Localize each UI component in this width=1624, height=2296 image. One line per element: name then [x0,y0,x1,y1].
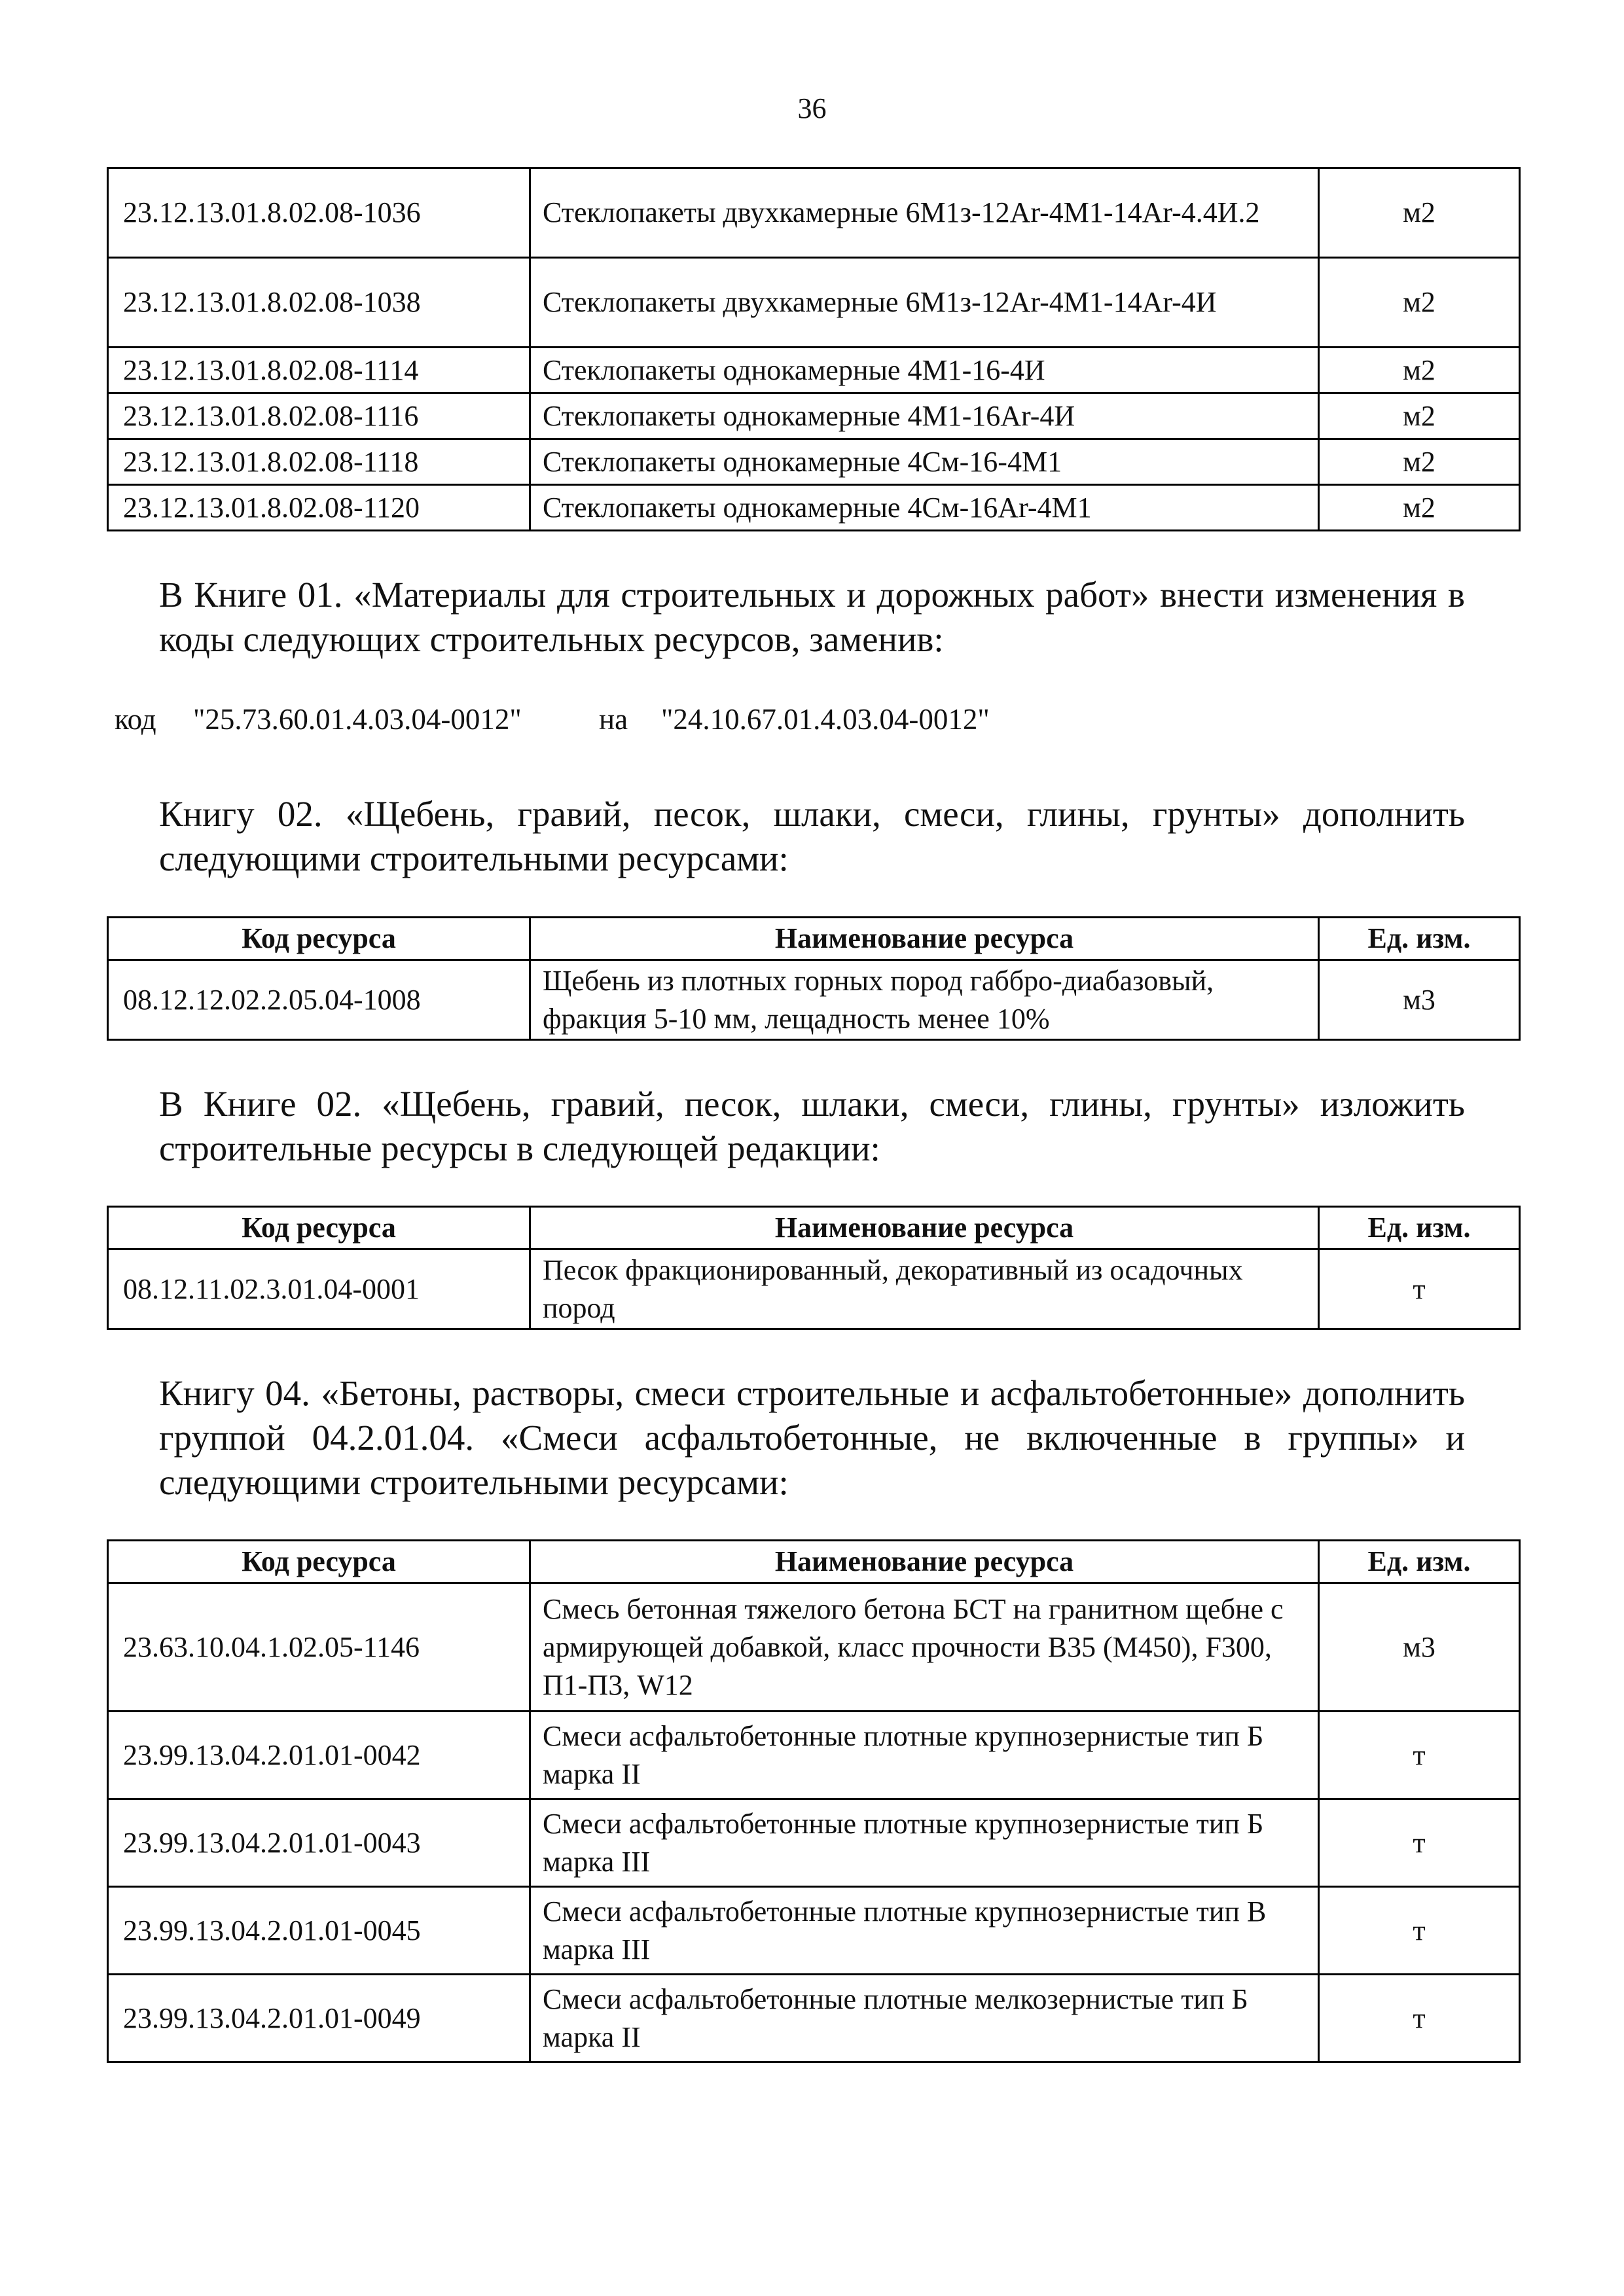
resource-code: 23.12.13.01.8.02.08-1036 [108,168,530,258]
resource-name: Смеси асфальтобетонные плотные крупнозернистые тип Б марка III [530,1799,1319,1887]
resource-table-sand [107,1206,1521,1330]
resource-name: Стеклопакеты двухкамерные 6М1з-12Аr-4М1-14Аr-4.4И.2 [530,168,1319,258]
resource-unit: м2 [1319,258,1520,348]
resource-name: Стеклопакеты однокамерные 4См-16-4М1 [530,439,1319,485]
resource-table-concrete [107,1539,1521,2063]
resource-name: Стеклопакеты однокамерные 4М1-16Аr-4И [530,393,1319,439]
header-code: Код ресурса [108,1207,530,1249]
table-row [108,439,1520,485]
header-code: Код ресурса [108,1541,530,1583]
resource-code: 08.12.11.02.3.01.04-0001 [108,1249,530,1329]
table-row [108,1975,1520,2062]
replace-word: на [599,703,628,736]
resource-code: 08.12.12.02.2.05.04-1008 [108,960,530,1040]
table-row [108,1249,1520,1329]
table-row [108,348,1520,393]
resource-name: Стеклопакеты однокамерные 4М1-16-4И [530,348,1319,393]
resource-name: Стеклопакеты однокамерные 4См-16Аr-4М1 [530,485,1319,531]
resource-unit: т [1319,1249,1520,1329]
table-header-row [108,1541,1520,1583]
header-unit: Ед. изм. [1319,1207,1520,1249]
code-change-line [115,702,990,736]
table-row [108,485,1520,531]
header-code: Код ресурса [108,918,530,960]
new-code: "24.10.67.01.4.03.04-0012" [661,703,990,736]
header-name: Наименование ресурса [530,918,1319,960]
resource-code: 23.12.13.01.8.02.08-1114 [108,348,530,393]
table-header-row [108,1207,1520,1249]
resource-unit: м2 [1319,393,1520,439]
resource-unit: м2 [1319,439,1520,485]
resource-unit: м2 [1319,348,1520,393]
table-row [108,960,1520,1040]
paragraph-book01-change: В Книге 01. «Материалы для строительных и дорожных работ» внести изменения в коды следующих строительных ресурсов, заменив: [159,575,1465,659]
resource-name: Щебень из плотных горных пород габбро-диабазовый, фракция 5-10 мм, лещадность менее 10% [530,960,1319,1040]
resource-unit: м2 [1319,168,1520,258]
resource-code: 23.63.10.04.1.02.05-1146 [108,1583,530,1712]
resource-unit: т [1319,1712,1520,1799]
resource-unit: т [1319,1887,1520,1975]
table-row [108,1887,1520,1975]
old-code: "25.73.60.01.4.03.04-0012" [193,703,522,736]
resource-unit: т [1319,1975,1520,2062]
table-row [108,168,1520,258]
resource-code: 23.99.13.04.2.01.01-0042 [108,1712,530,1799]
header-name: Наименование ресурса [530,1541,1319,1583]
paragraph-book02-add: Книгу 02. «Щебень, гравий, песок, шлаки, смеси, глины, грунты» дополнить следующими строительными ресурсами: [159,794,1465,878]
table-row [108,1583,1520,1712]
code-label: код [115,703,156,736]
table-row [108,1712,1520,1799]
paragraph-book04-add: Книгу 04. «Бетоны, растворы, смеси строительные и асфальтобетонные» дополнить группой 04.2.01.04. «Смеси асфальтобетонные, не включенные в группы» и следующими строительными ресурсами: [159,1373,1465,1502]
resource-code: 23.99.13.04.2.01.01-0049 [108,1975,530,2062]
resource-name: Смеси асфальтобетонные плотные мелкозернистые тип Б марка II [530,1975,1319,2062]
header-unit: Ед. изм. [1319,1541,1520,1583]
table-header-row [108,918,1520,960]
table-row [108,1799,1520,1887]
resource-unit: м3 [1319,1583,1520,1712]
table-row [108,393,1520,439]
resource-name: Смеси асфальтобетонные плотные крупнозернистые тип Б марка II [530,1712,1319,1799]
header-name: Наименование ресурса [530,1207,1319,1249]
resource-code: 23.12.13.01.8.02.08-1116 [108,393,530,439]
resource-code: 23.12.13.01.8.02.08-1118 [108,439,530,485]
resource-name: Смеси асфальтобетонные плотные крупнозернистые тип В марка III [530,1887,1319,1975]
paragraph-book02-edit: В Книге 02. «Щебень, гравий, песок, шлаки, смеси, глины, грунты» изложить строительные ресурсы в следующей редакции: [159,1084,1465,1168]
resource-name: Стеклопакеты двухкамерные 6М1з-12Аr-4М1-14Аr-4И [530,258,1319,348]
resource-unit: т [1319,1799,1520,1887]
resource-table-windows [107,167,1521,531]
resource-name: Песок фракционированный, декоративный из осадочных пород [530,1249,1319,1329]
resource-table-gravel [107,916,1521,1041]
resource-name: Смесь бетонная тяжелого бетона БСТ на гранитном щебне с армирующей добавкой, класс прочности В35 (М450), F300, П1-П3, W12 [530,1583,1319,1712]
resource-code: 23.12.13.01.8.02.08-1038 [108,258,530,348]
resource-code: 23.12.13.01.8.02.08-1120 [108,485,530,531]
header-unit: Ед. изм. [1319,918,1520,960]
resource-unit: м2 [1319,485,1520,531]
page-number: 36 [797,92,827,124]
resource-code: 23.99.13.04.2.01.01-0043 [108,1799,530,1887]
resource-unit: м3 [1319,960,1520,1040]
table-row [108,258,1520,348]
resource-code: 23.99.13.04.2.01.01-0045 [108,1887,530,1975]
